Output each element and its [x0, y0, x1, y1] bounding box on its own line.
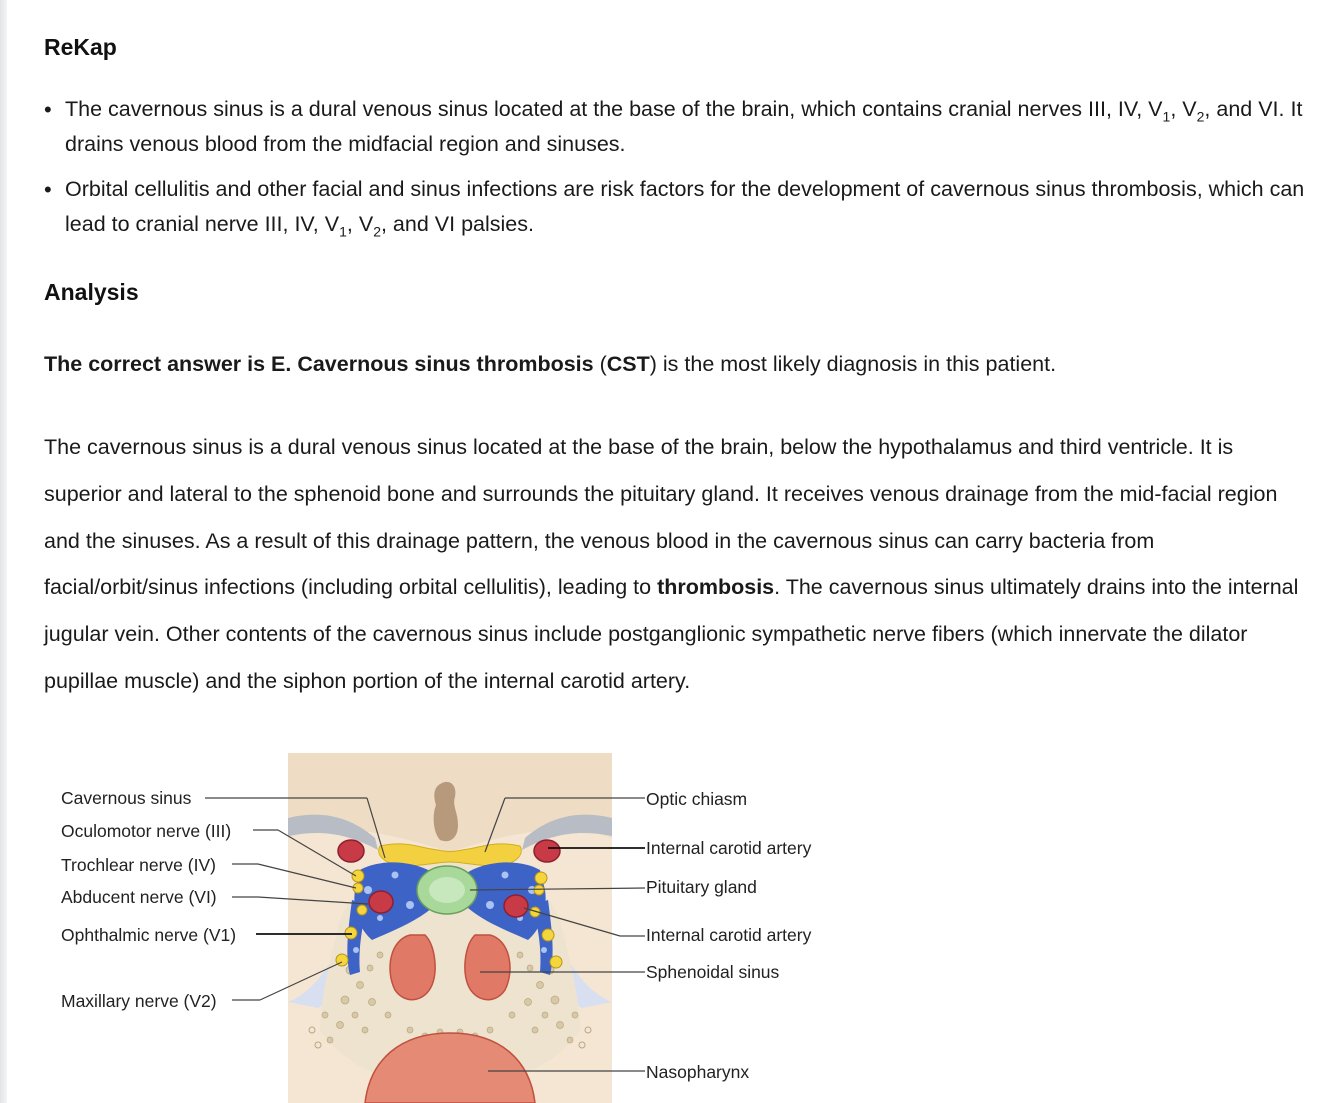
label-maxillary-nerve: Maxillary nerve (V2)	[61, 991, 217, 1011]
label-abducent-nerve: Abducent nerve (VI)	[61, 887, 217, 907]
label-sphenoidal-sinus: Sphenoidal sinus	[646, 962, 780, 982]
label-oculomotor-nerve: Oculomotor nerve (III)	[61, 821, 232, 841]
label-pituitary-gland: Pituitary gland	[646, 877, 757, 897]
recap-heading: ReKap	[44, 34, 117, 60]
analysis-heading: Analysis	[44, 279, 139, 305]
label-trochlear-nerve: Trochlear nerve (IV)	[61, 855, 216, 875]
correct-answer: The correct answer is E. Cavernous sinus thrombosis (CST) is the most likely diagnosis in this patient.	[44, 352, 1057, 376]
label-optic-chiasm: Optic chiasm	[646, 789, 748, 809]
label-ophthalmic-nerve: Ophthalmic nerve (V1)	[61, 925, 237, 945]
label-nasopharynx: Nasopharynx	[646, 1062, 750, 1082]
recap-list	[44, 92, 1319, 252]
label-internal-carotid-artery-upper: Internal carotid artery	[646, 838, 812, 858]
label-cavernous-sinus: Cavernous sinus	[61, 788, 192, 808]
recap-bullet: • The cavernous sinus is a dural venous sinus located at the base of the brain, which contains cranial nerves III, IV, $V_1$, $V_2$, and VI. It drains venous blood from the midfacial region and sinuses.	[44, 92, 1319, 162]
recap-bullet: • Orbital cellulitis and other facial and sinus infections are risk factors for the development of cavernous sinus thrombosis, which can lead to cranial nerve III, IV, $V_1$, $V_2$, and VI palsies.	[44, 172, 1319, 242]
label-internal-carotid-artery-lower: Internal carotid artery	[646, 925, 812, 945]
explanation-paragraph: The cavernous sinus is a dural venous sinus located at the base of the brain, below the hypothalamus and third ventricle. It is superior and lateral to the sphenoid bone and surrounds the pituitary gland. It receives venous drainage from the mid-facial region and the sinuses. As a result of this drainage pattern, the venous blood in the cavernous sinus can carry bacteria from facial/orbit/sinus infections (including orbital cellulitis), leading to thrombosis. The cavernous sinus ultimately drains into the internal jugular vein. Other contents of the cavernous sinus include postganglionic sympathetic nerve fibers (which innervate the dilator pupillae muscle) and the siphon portion of the internal carotid artery.	[44, 435, 1299, 693]
cavernous-sinus-figure	[0, 740, 900, 1103]
